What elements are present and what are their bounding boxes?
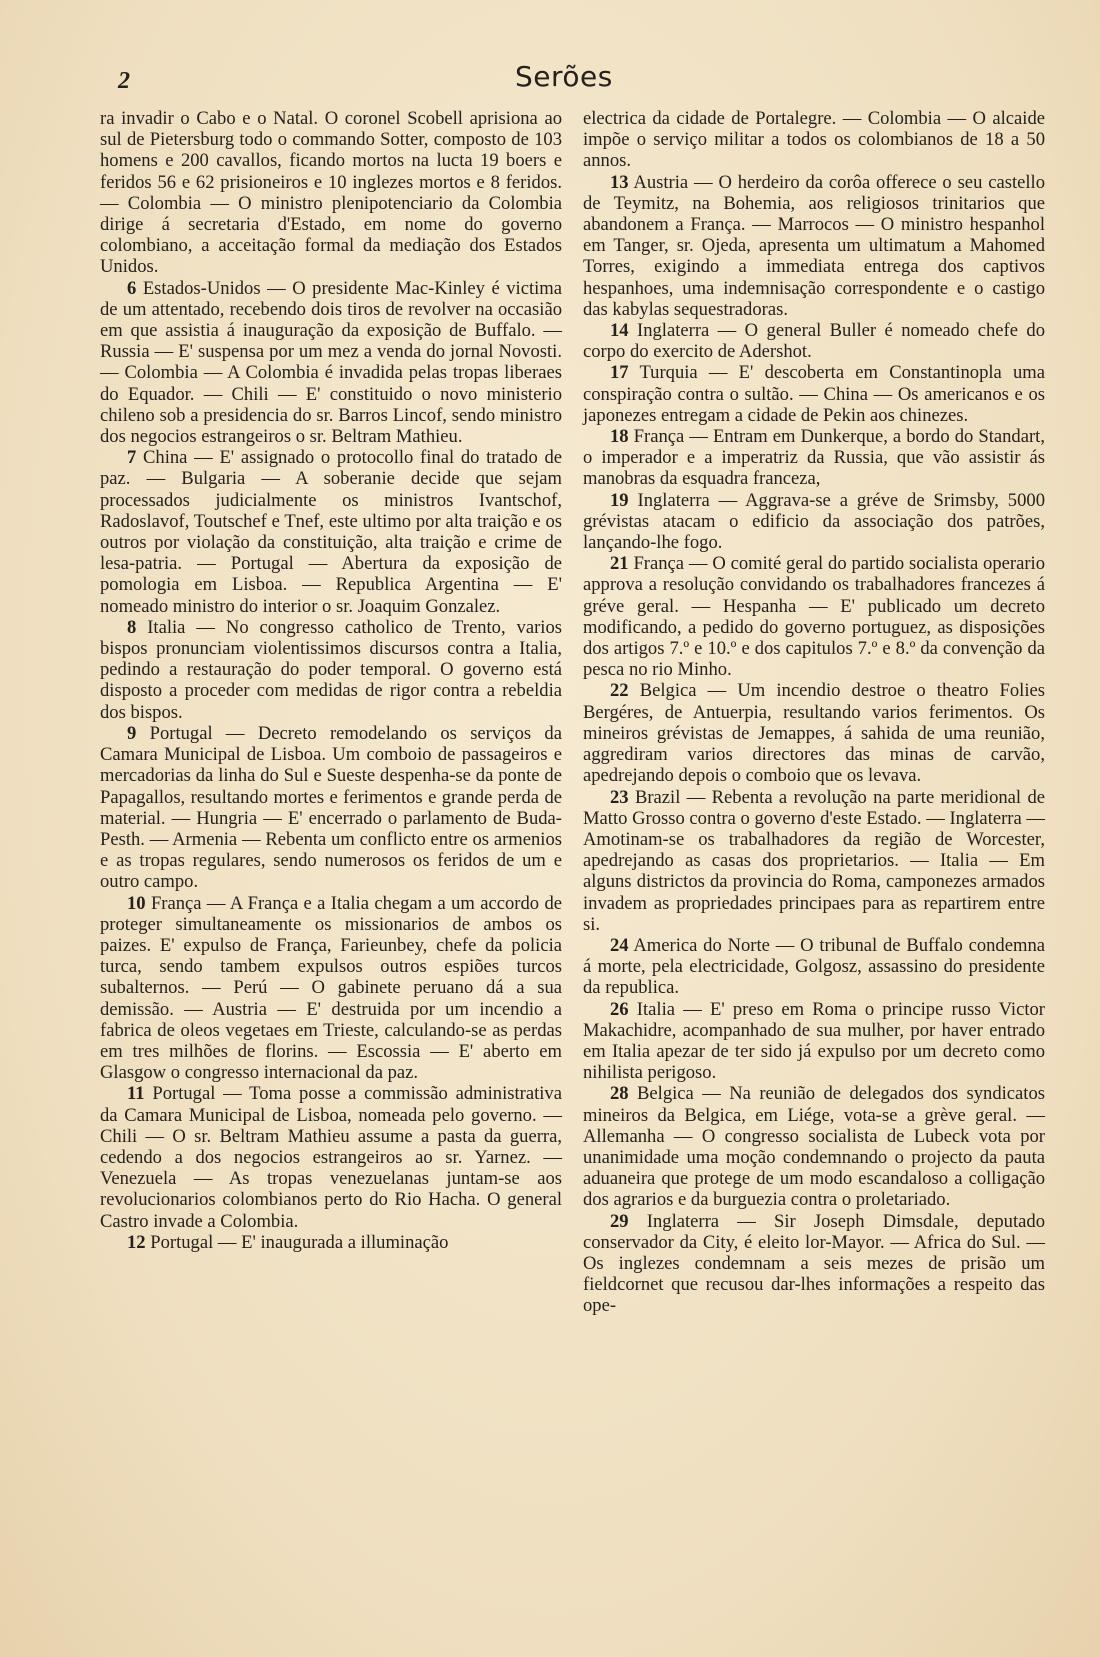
page-header bbox=[0, 56, 1100, 104]
entry-text: electrica da cidade de Portalegre. — Colombia — O alcaide impõe o serviço militar a todos os colombianos de 18 a 50 annos. bbox=[583, 108, 1045, 172]
entry-text: Inglaterra — O general Buller é nomeado chefe do corpo do exercito de Adershot. bbox=[583, 320, 1046, 363]
entry bbox=[100, 617, 562, 723]
entry-day: 23 bbox=[610, 786, 629, 808]
entry-text: França — O comité geral do partido socialista operario approva a resolução convidando os trabalhadores francezes á gréve geral. — Hespanha — E' publicado um decreto modificando, a pedido do governo portuguez, as disposições dos artigos 7.º e 10.º e dos capitulos 7.º e 8.º da convenção da pesca no rio Minho. bbox=[583, 553, 1046, 681]
entry-text: Belgica — Na reunião de delegados dos syndicatos mineiros da Belgica, em Liége, vota-se a grève geral. — Allemanha — O congresso socialista de Lubeck vota por unanimidade uma moção condemnando o projecto da pauta aduaneira que protege de um modo escandaloso a colligação dos agrarios e da burguezia contra o proletariado. bbox=[583, 1083, 1045, 1211]
entry-text: Belgica — Um incendio destroe o theatro Folies Bergéres, de Antuerpia, resultando varios ferimentos. Os mineiros grévistas de Jemappes, á sahida de uma reunião, aggrediram varios directores das minas de carvão, apedrejando depois o comboio que os levava. bbox=[583, 680, 1045, 787]
entry-day: 11 bbox=[127, 1083, 145, 1105]
entry-day: 24 bbox=[610, 934, 629, 956]
entry-text: ra invadir o Cabo e o Natal. O coronel Scobell aprisiona ao sul de Pietersburg todo o commando Sotter, composto de 103 homens e 200 cavallos, ficando mortos na lucta 19 boers e feridos 56 e 62 prisioneiros e 10 inglezes mortos e 8 feridos. — Colombia — O ministro plenipotenciario da Colombia dirige á secretaria d'Estado, em nome do governo colombiano, a acceitação formal da mediação dos Estados Unidos. bbox=[100, 108, 562, 278]
entry-text: Italia — E' preso em Roma o principe russo Victor Makachidre, acompanhado de sua mulher, por haver entrado em Italia apezar de ter sido já expulso por um decreto como nihilista perigoso. bbox=[583, 998, 1045, 1084]
entry-day: 7 bbox=[127, 447, 137, 469]
entry bbox=[100, 278, 562, 448]
entry-text: França — Entram em Dunkerque, a bordo do Standart, o imperador e a imperatriz da Russia, que vão assistir ás manobras da esquadra franceza, bbox=[583, 426, 1045, 490]
entry-day: 13 bbox=[610, 171, 629, 193]
entry-day: 29 bbox=[610, 1210, 629, 1232]
entry bbox=[100, 723, 562, 893]
entry-day: 18 bbox=[610, 426, 629, 448]
entry bbox=[100, 1083, 562, 1231]
entry-continued bbox=[583, 108, 1045, 172]
entry-day: 14 bbox=[610, 320, 629, 342]
entry-day: 8 bbox=[127, 616, 137, 638]
entry-day: 10 bbox=[127, 892, 146, 914]
entry-text: França — A França e a Italia chegam a um accordo de proteger simultaneamente os missionarios de ambos os paizes. E' expulso de França, Farieunbey, chefe da policia turca, sendo tambem expulsos outros espiões turcos subalternos. — Perú — O gabinete peruano dá a sua demissão. — Austria — E' destruida por um incendio a fabrica de oleos vegetaes em Trieste, calculando-se as perdas em tres milhões de florins. — Escossia — E' aberto em Glasgow o congresso internacional da paz. bbox=[100, 892, 563, 1084]
entry bbox=[583, 1211, 1045, 1317]
entry-text: Portugal — E' inaugurada a illuminação bbox=[150, 1231, 449, 1253]
entry-text: Italia — No congresso catholico de Trento, varios bispos pronunciam violentissimos discursos contra a Italia, pedindo a restauração do poder temporal. O governo está disposto a proceder com medidas de rigor contra a rebeldia dos bispos. bbox=[100, 616, 562, 723]
entry-day: 12 bbox=[127, 1231, 146, 1253]
entry-day: 6 bbox=[127, 277, 137, 299]
entry bbox=[583, 172, 1045, 320]
entry-text: China — E' assignado o protocollo final do tratado de paz. — Bulgaria — A soberanie decide que sejam processados judicialmente os ministros Ivantschof, Radoslavof, Toutschef e Tnef, este ultimo por alta traição e os outros por violação da constituição, alta traição e crime de lesa-patria. — Portugal — Abertura da exposição de pomologia em Lisboa. — Republica Argentina — E' nomeado ministro do interior o sr. Joaquim Gonzalez. bbox=[100, 447, 562, 617]
entry-text: Inglaterra — Sir Joseph Dimsdale, deputado conservador da City, é eleito lor-Mayor. — Africa do Sul. — Os inglezes condemnam a seis mezes de prisão um fieldcornet que recusou dar-lhes informações a respeito das ope- bbox=[583, 1210, 1045, 1317]
entry-text: Brazil — Rebenta a revolução na parte meridional de Matto Grosso contra o governo d'este Estado. — Inglaterra — Amotinam-se os trabalhadores da região de Worcester, apedrejando as casas dos proprietarios. — Italia — Em alguns districtos da provincia do Roma, camponezes armados invadem as propriedades principaes para as repartirem entre si. bbox=[583, 786, 1045, 935]
entry bbox=[583, 935, 1045, 999]
entry-day: 22 bbox=[610, 680, 629, 702]
entry bbox=[583, 1083, 1045, 1210]
entry-continued bbox=[100, 108, 562, 278]
entry bbox=[583, 787, 1045, 935]
entry bbox=[583, 320, 1045, 362]
entry bbox=[583, 490, 1045, 554]
entry bbox=[100, 1232, 562, 1253]
entry bbox=[583, 999, 1045, 1084]
entry-day: 28 bbox=[610, 1083, 629, 1105]
right-column bbox=[583, 108, 1045, 1317]
entry-day: 19 bbox=[610, 489, 629, 511]
entry bbox=[583, 362, 1045, 426]
entry-day: 9 bbox=[127, 722, 137, 744]
page-number: 2 bbox=[118, 68, 130, 94]
entry bbox=[100, 893, 562, 1084]
entry bbox=[583, 426, 1045, 490]
entry bbox=[583, 553, 1045, 680]
entry-text: Inglaterra — Aggrava-se a gréve de Srimsby, 5000 grévistas atacam o edificio da associação dos patrões, lançando-lhe fogo. bbox=[583, 489, 1045, 554]
entry bbox=[583, 680, 1045, 786]
entry-day: 17 bbox=[610, 362, 629, 384]
entry-text: Turquia — E' descoberta em Constantinopla uma conspiração contra o sultão. — China — Os americanos e os japonezes entregam a cidade de Pekin aos chinezes. bbox=[583, 362, 1045, 426]
entry-text: Austria — O herdeiro da corôa offerece o seu castello de Teymitz, na Bohemia, aos religiosos trinitarios que abandonem a França. — Marrocos — O ministro hespanhol em Tanger, sr. Ojeda, apresenta um ultimatum a Mahomed Torres, exigindo a immediata entrega dos captivos hespanhoes, uma indemnisação correspondente e o castigo das kabylas sequestradoras. bbox=[583, 171, 1045, 320]
entry bbox=[100, 447, 562, 617]
entry-day: 21 bbox=[610, 553, 629, 575]
entry-text: America do Norte — O tribunal de Buffalo condemna á morte, pela electricidade, Golgosz, assassino do presidente da republica. bbox=[583, 934, 1045, 999]
entry-text: Estados-Unidos — O presidente Mac-Kinley é victima de um attentado, recebendo dois tiros de revolver na occasião em que assistia á inauguração da exposição de Buffalo. — Russia — E' suspensa por um mez a venda do jornal Novosti. — Colombia — A Colombia é invadida pelas tropas liberaes do Equador. — Chili — E' constituido o novo ministerio chileno sob a presidencia do sr. Barros Lincof, sendo ministro dos negocios estrangeiros o sr. Beltram Mathieu. bbox=[100, 277, 562, 448]
running-title: Serões bbox=[515, 60, 613, 93]
entry-text: Portugal — Decreto remodelando os serviços da Camara Municipal de Lisboa. Um comboio de passageiros e mercadorias da linha do Sul e Sueste despenha-se da ponte de Papagallos, resultando mortes e ferimentos e grande perda de material. — Hungria — E' encerrado o parlamento de Buda-Pesth. — Armenia — Rebenta um conflicto entre os armenios e as tropas regulares, sendo numerosos os feridos de um e outro campo. bbox=[100, 722, 562, 893]
entry-text: Portugal — Toma posse a commissão administrativa da Camara Municipal de Lisboa, nomeada pelo governo. — Chili — O sr. Beltram Mathieu assume a pasta da guerra, cedendo a dos negocios estrangeiros ao sr. Yarnez. — Venezuela — As tropas venezuelanas juntam-se aos revolucionarios colombianos perto do Rio Hacha. O general Castro invade a Colombia. bbox=[100, 1083, 562, 1232]
left-column bbox=[100, 108, 562, 1253]
entry-day: 26 bbox=[610, 998, 629, 1020]
